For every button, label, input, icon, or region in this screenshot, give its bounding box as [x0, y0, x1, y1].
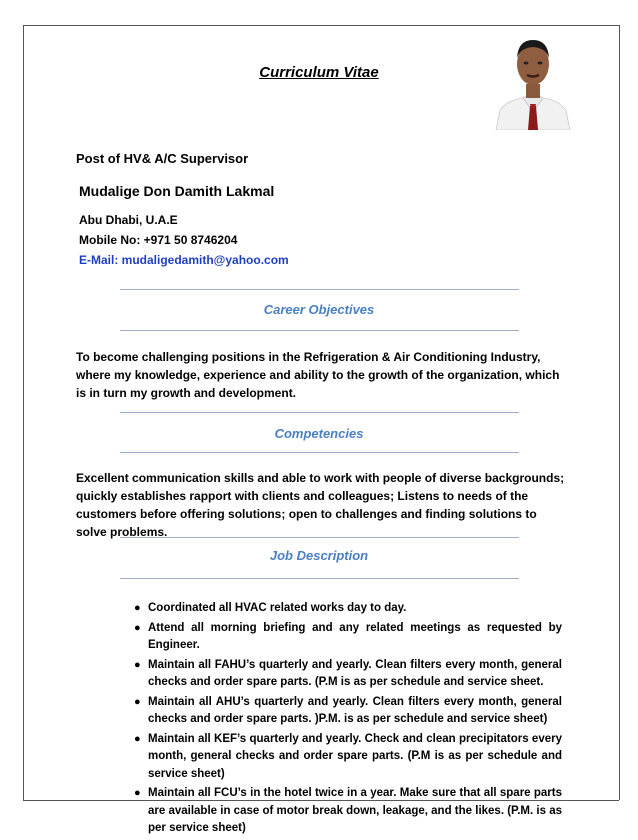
section-divider [120, 578, 519, 579]
page-border-left [23, 25, 24, 800]
career-objectives-heading: Career Objectives [263, 302, 375, 317]
competencies-heading: Competencies [274, 426, 364, 441]
job-item-text: Attend all morning briefing and any related meetings as requested by Engineer. [148, 621, 562, 651]
job-item-text: Maintain all FCU’s in the hotel twice in a year. Make sure that all spare parts are available in case of motor break down, leakage, and the likes. (P.M. is as per service sheet) [148, 787, 562, 834]
mobile-text: Mobile No: +971 50 8746204 [79, 233, 238, 247]
page-border-right [619, 25, 620, 800]
list-item [134, 731, 562, 784]
bullet-icon: ● [134, 621, 141, 634]
bullet-icon: ● [134, 695, 141, 708]
email-link[interactable]: E-Mail: mudaligedamith@yahoo.com [79, 253, 289, 267]
career-objectives-text: To become challenging positions in the Refrigeration & Air Conditioning Industry, where my knowledge, experience and ability to the growth of the organization, which is in turn my growth and development. [76, 350, 560, 400]
job-item-text: Coordinated all HVAC related works day to day. [148, 602, 407, 614]
job-description-heading: Job Description [269, 548, 369, 563]
job-item-text: Maintain all FAHU’s quarterly and yearly. Clean filters every month, general checks and order spare parts. (P.M is as per schedule and service sheet. [148, 658, 562, 688]
list-item [134, 600, 562, 618]
list-item [134, 620, 562, 655]
list-item [134, 785, 562, 838]
section-divider [120, 412, 519, 413]
bullet-icon: ● [134, 602, 141, 614]
bullet-icon: ● [134, 658, 141, 671]
document-title: Curriculum Vitae [259, 64, 379, 81]
job-description-list [134, 600, 562, 840]
page-border-top [23, 25, 619, 26]
list-item [134, 694, 562, 729]
job-item-text: Maintain all AHU’s quarterly and yearly. Clean filters every month, general checks and order spare parts. )P.M. is as per schedule and service sheet) [148, 695, 562, 725]
competencies-text: Excellent communication skills and able to work with people of diverse backgrounds; quickly establishes rapport with clients and colleagues; Listens to needs of the customers before offering solutions; open to challenges and finding solutions to solve problems. [76, 471, 565, 539]
section-divider [120, 537, 519, 538]
location-text: Abu Dhabi, U.A.E [79, 213, 178, 227]
section-divider [120, 452, 519, 453]
list-item [134, 657, 562, 692]
profile-photo [490, 28, 576, 130]
section-divider [120, 330, 519, 331]
candidate-name: Mudalige Don Damith Lakmal [79, 183, 275, 199]
bullet-icon: ● [134, 732, 141, 745]
bullet-icon: ● [134, 787, 141, 799]
job-item-text: Maintain all KEF’s quarterly and yearly. Check and clean precipitators every month, general checks and order spare parts. (P.M is as per schedule and service sheet) [148, 732, 562, 780]
section-divider [120, 289, 519, 290]
post-title: Post of HV& A/C Supervisor [76, 151, 249, 166]
